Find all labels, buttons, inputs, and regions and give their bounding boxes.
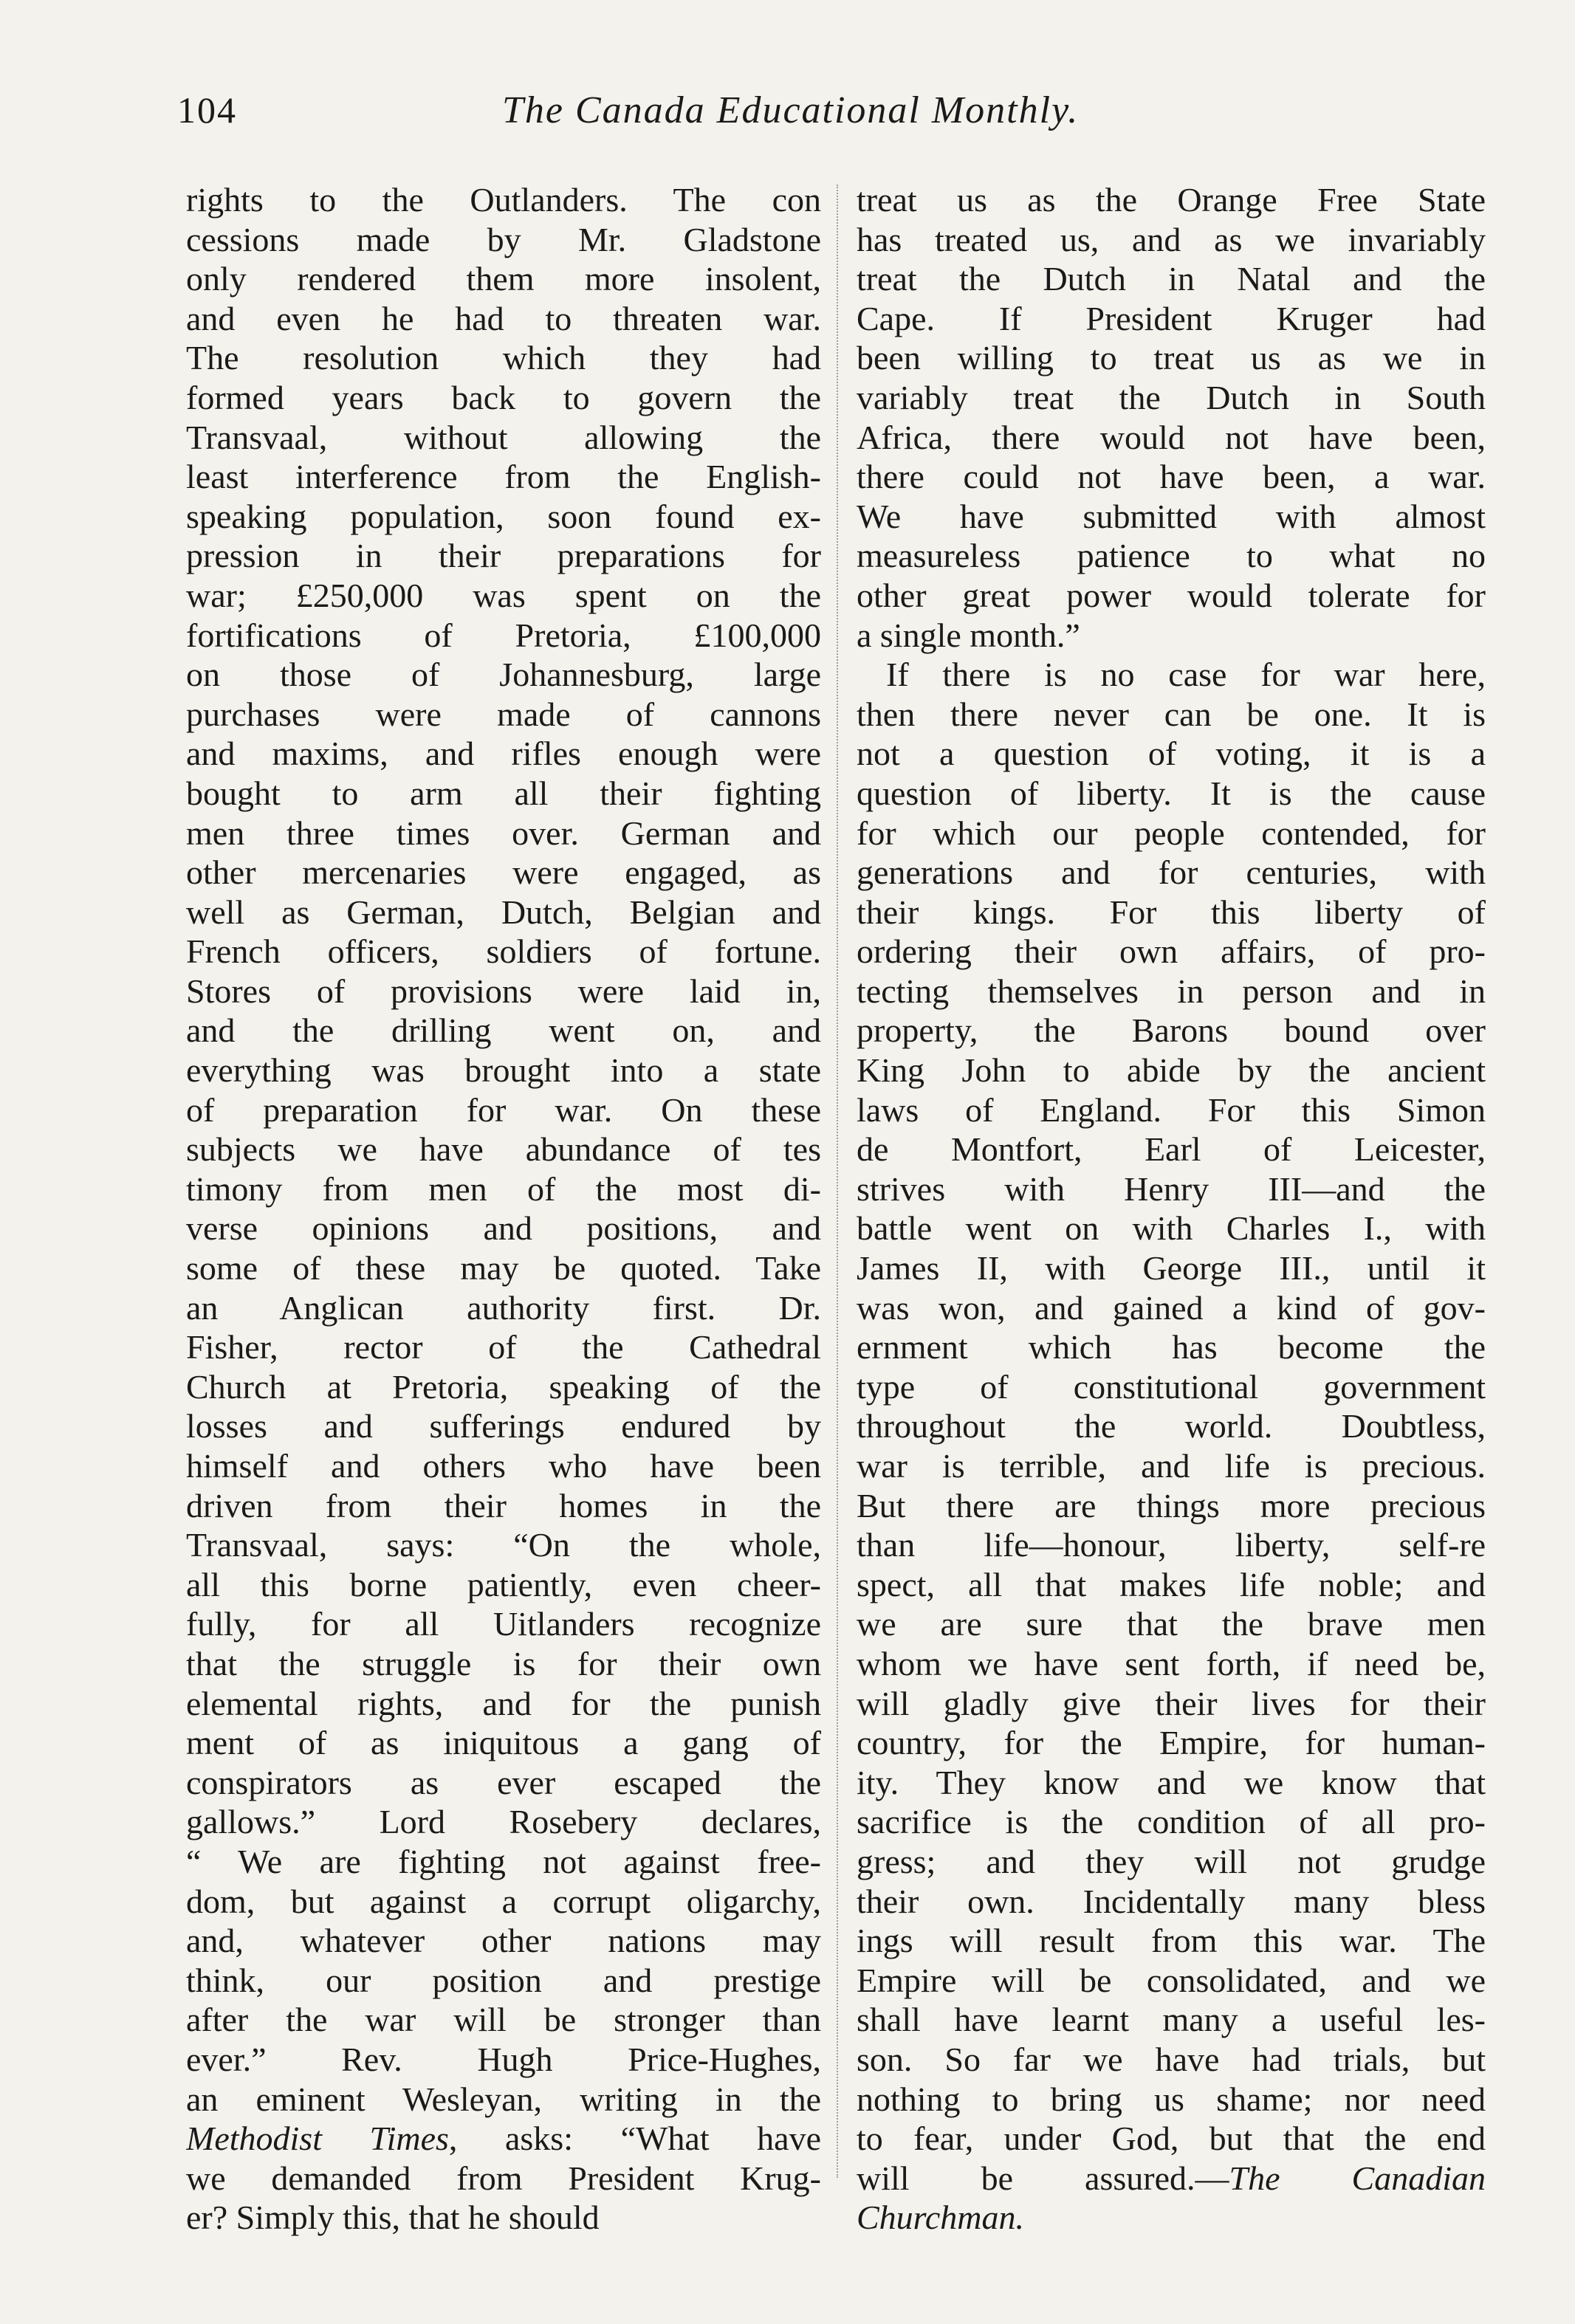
- text-line: treat us as the Orange Free State: [857, 181, 1486, 219]
- text-line: an Anglican authority first. Dr.: [186, 1288, 821, 1327]
- text-line: Cape. If President Kruger had: [857, 299, 1486, 337]
- text-line: battle went on with Charles I., with: [857, 1209, 1486, 1248]
- text-line: dom, but against a corrupt oligarchy,: [186, 1882, 821, 1920]
- text-line: conspirators as ever escaped the: [186, 1763, 821, 1801]
- text-line: elemental rights, and for the punish: [186, 1684, 821, 1722]
- text-line: son. So far we have had trials, but: [857, 2040, 1486, 2078]
- text-line: other great power would tolerate for: [857, 576, 1486, 614]
- text-line: property, the Barons bound over: [857, 1011, 1486, 1050]
- text-line: losses and sufferings endured by: [186, 1407, 821, 1445]
- text-line: nothing to bring us shame; nor need: [857, 2080, 1486, 2118]
- text-line: timony from men of the most di-: [186, 1169, 821, 1208]
- text-line: James II, with George III., until it: [857, 1249, 1486, 1288]
- text-line: gress; and they will not grudge: [857, 1842, 1486, 1880]
- publication-name: The Canadian: [1229, 2159, 1486, 2197]
- column-divider: [837, 185, 838, 2178]
- text-line: for which our people contended, for: [857, 814, 1486, 852]
- text-line: country, for the Empire, for human-: [857, 1724, 1486, 1762]
- text-line: French officers, soldiers of fortune.: [186, 932, 821, 971]
- text-line: and even he had to threaten war.: [186, 299, 821, 337]
- text-line: a single month.”: [857, 616, 1080, 654]
- text-line: and maxims, and rifles enough were: [186, 735, 821, 773]
- right-column: [857, 180, 1486, 2238]
- text-line: treat the Dutch in Natal and the: [857, 260, 1486, 298]
- text-line: some of these may be quoted. Take: [186, 1249, 821, 1288]
- text-line: purchases were made of cannons: [186, 695, 821, 733]
- text-line: King John to abide by the ancient: [857, 1051, 1486, 1090]
- text-line: de Montfort, Earl of Leicester,: [857, 1130, 1486, 1169]
- text-line: not a question of voting, it is a: [857, 735, 1486, 773]
- text-line: was won, and gained a kind of gov-: [857, 1288, 1486, 1327]
- text-line: will gladly give their lives for their: [857, 1684, 1486, 1722]
- text-line: and the drilling went on, and: [186, 1011, 821, 1050]
- text-line: gallows.” Lord Rosebery declares,: [186, 1803, 821, 1841]
- text-line: subjects we have abundance of tes: [186, 1130, 821, 1169]
- left-column: [186, 180, 821, 2238]
- page-number: 104: [177, 89, 237, 131]
- text-line: The resolution which they had: [186, 339, 821, 377]
- text-line: all this borne patiently, even cheer-: [186, 1565, 821, 1603]
- running-title: The Canada Educational Monthly.: [502, 89, 1080, 131]
- text-line: sacrifice is the condition of all pro-: [857, 1803, 1486, 1841]
- text-line: himself and others who have been: [186, 1447, 821, 1485]
- text-line: throughout the world. Doubtless,: [857, 1407, 1486, 1445]
- text-line: ings will result from this war. The: [857, 1922, 1486, 1960]
- text-line: that the struggle is for their own: [186, 1644, 821, 1682]
- text-line: variably treat the Dutch in South: [857, 378, 1486, 416]
- text-line: been willing to treat us as we in: [857, 339, 1486, 377]
- publication-name: Churchman.: [857, 2198, 1025, 2237]
- text-line: Empire will be consolidated, and we: [857, 1961, 1486, 1999]
- text-line: rights to the Outlanders. The con: [186, 181, 821, 219]
- text-line: their own. Incidentally many bless: [857, 1882, 1486, 1920]
- text-line: [857, 2198, 1486, 2238]
- text-line: their kings. For this liberty of: [857, 893, 1486, 931]
- text-line: driven from their homes in the: [186, 1486, 821, 1524]
- text-line: Africa, there would not have been,: [857, 418, 1486, 456]
- text-line: Fisher, rector of the Cathedral: [186, 1328, 821, 1366]
- text-line: formed years back to govern the: [186, 378, 821, 416]
- text-line: ever.” Rev. Hugh Price-Hughes,: [186, 2040, 821, 2078]
- text-line: measureless patience to what no: [857, 537, 1486, 575]
- text-line: laws of England. For this Simon: [857, 1090, 1486, 1129]
- text-line: fully, for all Uitlanders recognize: [186, 1605, 821, 1643]
- text-line: whom we have sent forth, if need be,: [857, 1644, 1486, 1682]
- text-line: ernment which has become the: [857, 1328, 1486, 1366]
- text-line: spect, all that makes life noble; and: [857, 1565, 1486, 1603]
- text-line: ment of as iniquitous a gang of: [186, 1724, 821, 1762]
- text-line: verse opinions and positions, and: [186, 1209, 821, 1248]
- text-line: If there is no case for war here,: [886, 656, 1486, 694]
- text-line: Transvaal, says: “On the whole,: [186, 1526, 821, 1564]
- text-line: “ We are fighting not against free-: [186, 1842, 821, 1880]
- text-line: generations and for centuries, with: [857, 853, 1486, 892]
- text-line: least interference from the English-: [186, 458, 821, 496]
- text-line: will be assured.—The Canadian: [857, 2159, 1486, 2197]
- text-line: type of constitutional government: [857, 1367, 1486, 1406]
- text-line: after the war will be stronger than: [186, 2001, 821, 2039]
- text-line: ordering their own affairs, of pro-: [857, 932, 1486, 971]
- text-line: cessions made by Mr. Gladstone: [186, 220, 821, 258]
- text-line: tecting themselves in person and in: [857, 972, 1486, 1010]
- text-line: to fear, under God, but that the end: [857, 2120, 1486, 2158]
- text-line: than life—honour, liberty, self-re: [857, 1526, 1486, 1564]
- text-line: well as German, Dutch, Belgian and: [186, 893, 821, 931]
- text-line: we demanded from President Krug-: [186, 2159, 821, 2197]
- text-line: speaking population, soon found ex-: [186, 497, 821, 535]
- text-line: we are sure that the brave men: [857, 1605, 1486, 1643]
- text-line: question of liberty. It is the cause: [857, 774, 1486, 812]
- text-line: war; £250,000 was spent on the: [186, 576, 821, 614]
- text-line: We have submitted with almost: [857, 497, 1486, 535]
- text-line: men three times over. German and: [186, 814, 821, 852]
- text-line: shall have learnt many a useful les-: [857, 2001, 1486, 2039]
- publication-name: Methodist Times: [186, 2120, 449, 2158]
- text-line: ity. They know and we know that: [857, 1763, 1486, 1801]
- text-line: everything was brought into a state: [186, 1051, 821, 1090]
- text-line: Transvaal, without allowing the: [186, 418, 821, 456]
- text-line: But there are things more precious: [857, 1486, 1486, 1524]
- text-line: fortifications of Pretoria, £100,000: [186, 616, 821, 654]
- text-line: er? Simply this, that he should: [186, 2198, 600, 2237]
- text-line: then there never can be one. It is: [857, 695, 1486, 733]
- text-line: other mercenaries were engaged, as: [186, 853, 821, 892]
- text-line: there could not have been, a war.: [857, 458, 1486, 496]
- text-line: and, whatever other nations may: [186, 1922, 821, 1960]
- page-header: [177, 89, 1477, 148]
- text-line: only rendered them more insolent,: [186, 260, 821, 298]
- text-line: bought to arm all their fighting: [186, 774, 821, 812]
- text-line: Methodist Times, asks: “What have: [186, 2120, 821, 2158]
- text-line: war is terrible, and life is precious.: [857, 1447, 1486, 1485]
- text-line: has treated us, and as we invariably: [857, 220, 1486, 258]
- text-line: on those of Johannesburg, large: [186, 656, 821, 694]
- text-line: Stores of provisions were laid in,: [186, 972, 821, 1010]
- text-line: pression in their preparations for: [186, 537, 821, 575]
- text-line: think, our position and prestige: [186, 1961, 821, 1999]
- text-line: strives with Henry III—and the: [857, 1169, 1486, 1208]
- text-line: Church at Pretoria, speaking of the: [186, 1367, 821, 1406]
- text-line: of preparation for war. On these: [186, 1090, 821, 1129]
- text-line: an eminent Wesleyan, writing in the: [186, 2080, 821, 2118]
